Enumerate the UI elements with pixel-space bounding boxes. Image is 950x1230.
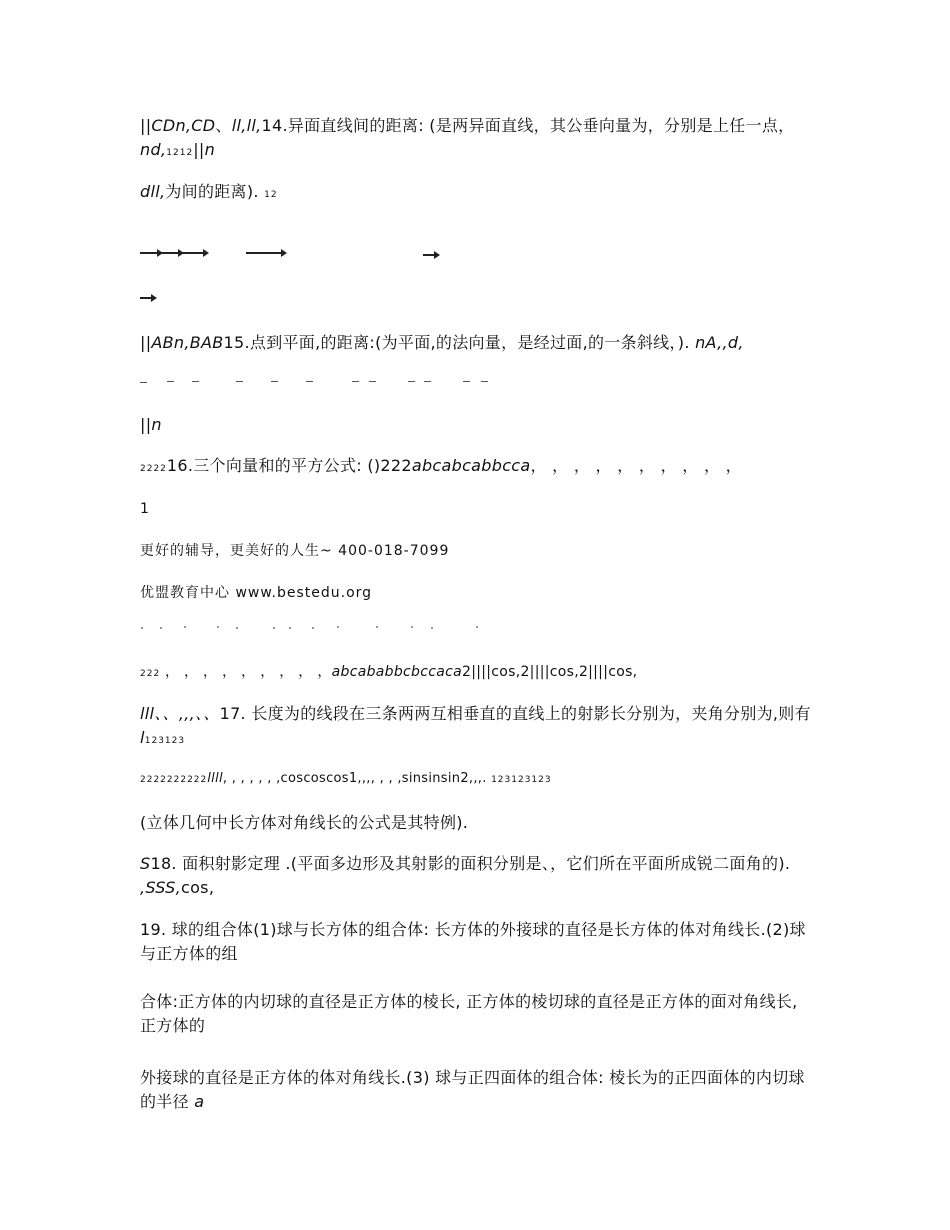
- dot-mark: [411, 626, 413, 628]
- norm-bars: ||: [140, 415, 152, 434]
- math-fragment: cos,: [181, 878, 215, 897]
- norm-bars: ||: [140, 333, 152, 352]
- overline-mark: [369, 381, 376, 382]
- math-fragment: abcabcabbcca: [411, 456, 531, 475]
- dot-mark: [431, 627, 433, 629]
- item-16-continuation: [140, 660, 815, 686]
- subscript: 123123123: [491, 775, 552, 785]
- superscript: 2222: [140, 464, 167, 474]
- norm-bars: ||: [140, 116, 152, 135]
- math-fragment: l: [140, 728, 145, 747]
- dot-mark: [273, 627, 275, 629]
- item-19-continuation-2: [140, 1066, 815, 1114]
- overline-mark: [424, 381, 431, 382]
- math-fragment: llll: [207, 771, 223, 786]
- overline-mark: [481, 381, 488, 382]
- vector-arrow-icon: [161, 252, 179, 254]
- item-16-body: 16.三个向量和的平方公式: ()222: [166, 456, 412, 475]
- overline-mark: [271, 381, 278, 382]
- separator: 、: [215, 116, 232, 135]
- vector-arrow-icon: [140, 297, 152, 299]
- item-14-end: 为间的距离).: [165, 182, 259, 201]
- item-15-text: [140, 331, 815, 355]
- item-18-text: [140, 852, 815, 900]
- dot-mark: [160, 627, 162, 629]
- vector-arrow-icon: [182, 252, 204, 254]
- dot-mark: [217, 626, 219, 628]
- overline-mark: [167, 381, 174, 382]
- comma-sequence: ， ， ， ， ， ， ， ， ，: [164, 664, 332, 680]
- dot-mark: [184, 626, 186, 628]
- item-17-body: 17. 长度为的线段在三条两两互相垂直的直线上的射影长分别为，夹角分别为,则有: [219, 704, 811, 723]
- item-14-text: [140, 114, 815, 165]
- item-17-note: (立体几何中长方体对角线长的公式是其特例).: [140, 813, 469, 832]
- overline-mark: [463, 381, 470, 382]
- math-fragment: abcababbcbccaca: [331, 664, 462, 680]
- item-14-body: 14.异面直线间的距离: (是两异面直线，其公垂向量为，分别是上任一点，: [261, 116, 795, 135]
- superscript: 222: [140, 669, 161, 679]
- page-number: 1: [140, 501, 150, 517]
- item-17-formula: [140, 767, 815, 792]
- superscript: 2222222222: [140, 775, 208, 785]
- math-fragment: ll,ll,: [231, 116, 262, 135]
- math-fragment: n: [204, 140, 216, 159]
- vector-arrow-icon: [140, 252, 158, 254]
- item-15-body: 15.点到平面,的距离:(为平面,的法向量，是经过面,的一条斜线，).: [223, 333, 690, 352]
- norm-bars: ||: [193, 140, 205, 159]
- vector-arrow-icon: [246, 252, 282, 254]
- footer-website: 优盟教育中心 www.bestedu.org: [140, 585, 373, 601]
- item-17-text: [140, 702, 815, 753]
- math-fragment: S: [140, 854, 151, 873]
- dot-mark: [376, 626, 378, 628]
- overline-mark: [192, 381, 199, 382]
- footer-tagline: 更好的辅导，更美好的人生~ 400-018-7099: [140, 543, 450, 559]
- dot-mark: [476, 626, 478, 628]
- math-fragment: lll、、,,,、、: [140, 704, 220, 723]
- vector-arrow-icon: [423, 254, 435, 256]
- math-fragment: , , , , , , ,coscoscos1,,,, , , ,sinsinsin2,,,.: [222, 771, 487, 786]
- subscript: 12: [264, 190, 278, 200]
- math-fragment: dll,: [140, 182, 166, 201]
- item-19-body: 外接球的直径是正方体的体对角线长.(3) 球与正四面体的组合体: 棱长为的正四面体的内切球的半径: [140, 1068, 805, 1111]
- item-19-continuation: 合体:正方体的内切球的直径是正方体的棱长, 正方体的棱切球的直径是正方体的面对角线长, 正方体的: [140, 992, 798, 1035]
- overline-mark: [140, 382, 147, 383]
- dot-mark: [312, 627, 314, 629]
- math-fragment: 2||||cos,2||||cos,2||||cos,: [461, 664, 638, 680]
- overline-mark: [236, 381, 243, 382]
- item-18-body: 18. 面积射影定理 .(平面多边形及其射影的面积分别是、，它们所在平面所成锐二面角的).: [150, 854, 791, 873]
- math-fragment: a: [194, 1092, 205, 1111]
- math-fragment: nA,,d,: [695, 333, 744, 352]
- item-19-text: 19. 球的组合体(1)球与长方体的组合体: 长方体的外接球的直径是长方体的体对角线长.(2)球与正方体的组: [140, 920, 806, 963]
- subscript: 1212: [166, 148, 194, 158]
- item-15-continuation: [140, 413, 815, 437]
- math-fragment: CDn,CD: [151, 116, 216, 135]
- math-fragment: n: [151, 415, 162, 434]
- math-fragment: ABn,BAB: [151, 333, 224, 352]
- math-fragment: ,SSS,: [140, 878, 181, 897]
- comma-sequence: ， ， ， ， ， ， ， ， ， ，: [530, 456, 742, 475]
- item-14-continuation: [140, 180, 815, 207]
- dot-mark: [337, 626, 339, 628]
- overline-mark: [408, 381, 415, 382]
- dot-mark: [289, 627, 291, 629]
- dot-mark: [141, 627, 143, 629]
- subscript: 123123: [144, 736, 186, 746]
- overline-mark: [352, 381, 359, 382]
- overline-mark: [306, 381, 313, 382]
- math-fragment: nd,: [140, 140, 167, 159]
- dot-mark: [236, 627, 238, 629]
- item-16-text: [140, 454, 815, 481]
